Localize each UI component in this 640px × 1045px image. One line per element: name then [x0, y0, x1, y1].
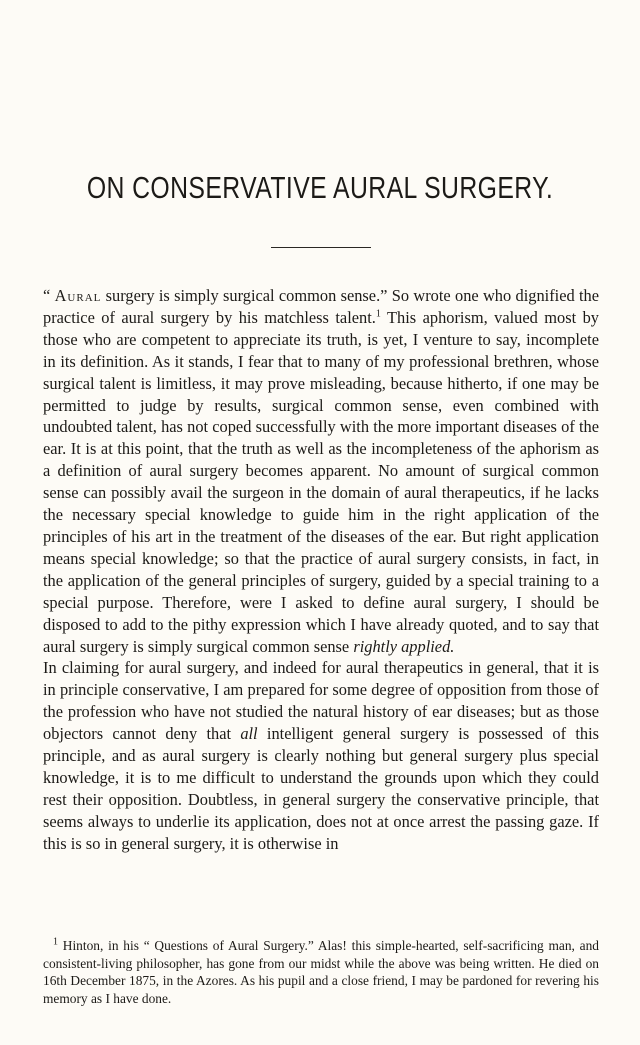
chapter-title: ON CONSERVATIVE AURAL SURGERY.	[86, 170, 554, 205]
paragraph-1-text-b: This aphorism, valued most by those who are competent to appreciate its truth, is yet, I venture to say, incomplete in its definition. As it stands, I fear that to many of my professional brethren, whose surgical talent is limitless, it may prove misleading, because hitherto, if one may be permitted to judge by results, surgical common sense, even combined with undoubted talent, has not coped successfully with the more important diseases of the ear. It is at this point, that the truth as well as the incompleteness of the aphorism as a definition of aural surgery becomes apparent. No amount of surgical common sense can possibly avail the surgeon in the domain of aural therapeutics, if he lacks the necessary special knowledge to guide him in the right application of the principles of his art in the treatment of the diseases of the ear. But right application means special knowledge; so that the practice of aural surgery consists, in fact, in the application of the general principles of surgery, guided by a special training to a special purpose. Therefore, were I asked to define aural surgery, I should be disposed to add to the pithy expression which I have already quoted, and to say that aural surgery is simply surgical common sense	[43, 307, 599, 656]
body-text	[43, 285, 599, 855]
footnote-marker: 1	[53, 936, 58, 948]
paragraph-2-text-a: In claiming for aural surgery, and indeed for aural therapeutics in general, that it is in principle conservative, I am prepared for some degree of opposition from those of the profession who have not studied the natural history of ear diseases; but as those objectors cannot deny that	[43, 658, 599, 744]
paragraph-1-italic: rightly applied.	[353, 636, 455, 656]
paragraph-1	[43, 285, 599, 657]
paragraph-1-text-a: surgery is simply surgical common sense.” So wrote one who dignified the practice of aural surgery by his matchless talent.	[43, 286, 600, 327]
paragraph-2-italic: all	[240, 724, 258, 744]
lead-word: Aural	[54, 286, 102, 305]
paragraph-2	[43, 657, 599, 854]
footnote-text: Hinton, in his “ Questions of Aural Surgery.” Alas! this simple-hearted, self-sacrificing man, and consistent-living philosopher, has gone from our midst while the above was being written. He died on 16th December 1875, in the Azores. As his pupil and a close friend, I may be pardoned for revering his memory as I have done.	[43, 938, 599, 1006]
footnote-ref: 1	[375, 308, 381, 320]
open-quote: “	[43, 286, 55, 305]
paragraph-2-text-b: intelligent general surgery is possessed of this principle, and as aural surgery is clearly nothing but general surgery plus special knowledge, it is to me difficult to understand the grounds upon which they could rest their opposition. Doubtless, in general surgery the conservative principle, that seems always to underlie its application, does not at once arrest the passing gaze. If this is so in general surgery, it is otherwise in	[43, 724, 599, 853]
footnote	[43, 937, 599, 1007]
title-divider	[271, 247, 371, 248]
